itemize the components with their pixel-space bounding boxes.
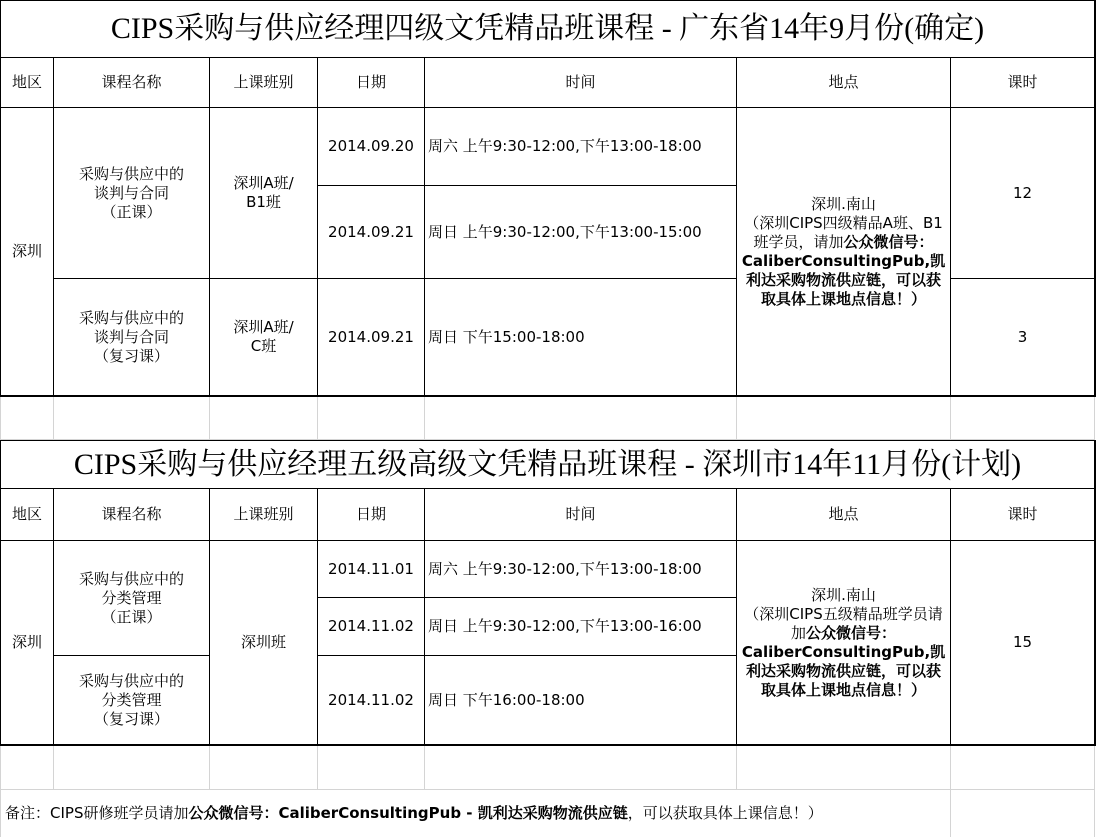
empty-cell — [951, 790, 1095, 837]
course-table-level5 — [0, 440, 1096, 746]
course-name-cell: 采购与供应中的 分类管理 （正课） — [54, 541, 210, 656]
header-hours: 课时 — [951, 489, 1095, 541]
location-note-bold: 公众微信号：CaliberConsultingPub,凯利达采购物流供应链，可以获取具体上课地点信息！） — [741, 623, 946, 699]
time-cell: 周六 上午9:30-12:00,下午13:00-18:00 — [425, 541, 737, 598]
header-course: 课程名称 — [54, 489, 210, 541]
course-name-cell: 采购与供应中的 分类管理 （复习课） — [54, 656, 210, 745]
footer-note-suffix: ，可以获取具体上课信息！） — [627, 804, 823, 822]
header-region: 地区 — [1, 489, 54, 541]
empty-cell — [737, 397, 951, 440]
time-cell: 周日 上午9:30-12:00,下午13:00-15:00 — [425, 186, 737, 279]
time-cell: 周日 下午16:00-18:00 — [425, 656, 737, 745]
empty-cell — [1, 746, 54, 790]
header-course: 课程名称 — [54, 58, 210, 108]
location-note — [740, 605, 947, 700]
date-cell: 2014.09.21 — [318, 279, 425, 396]
hours-cell: 12 — [951, 108, 1095, 279]
empty-row — [0, 397, 1095, 440]
class-cell: 深圳班 — [210, 541, 318, 745]
table-title: CIPS采购与供应经理四级文凭精品班课程 - 广东省14年9月份(确定) — [1, 1, 1095, 58]
header-hours: 课时 — [951, 58, 1095, 108]
class-cell: 深圳A班/ B1班 — [210, 108, 318, 279]
empty-cell — [425, 746, 737, 790]
location-cell — [737, 108, 951, 396]
header-location: 地点 — [737, 58, 951, 108]
location-cell — [737, 541, 951, 745]
footer-note — [1, 790, 951, 837]
empty-cell — [951, 397, 1095, 440]
course-table-level4 — [0, 0, 1096, 397]
location-note — [740, 214, 947, 309]
location-note-text: （深圳CIPS五级精品班学员请加 — [744, 604, 943, 642]
empty-cell — [737, 746, 951, 790]
date-cell: 2014.11.02 — [318, 598, 425, 656]
empty-cell — [210, 746, 318, 790]
footer-note-bold: 公众微信号：CaliberConsultingPub - 凯利达采购物流供应链 — [188, 804, 628, 822]
location-note-bold: 公众微信号：CaliberConsultingPub,凯利达采购物流供应链，可以获取具体上课地点信息！） — [741, 232, 946, 308]
empty-cell — [1, 397, 54, 440]
empty-cell — [951, 746, 1095, 790]
table-title: CIPS采购与供应经理五级高级文凭精品班课程 - 深圳市14年11月份(计划) — [1, 441, 1095, 489]
header-time: 时间 — [425, 58, 737, 108]
course-name-cell: 采购与供应中的 谈判与合同 （正课） — [54, 108, 210, 279]
hours-cell: 15 — [951, 541, 1095, 745]
header-class: 上课班别 — [210, 489, 318, 541]
time-cell: 周日 上午9:30-12:00,下午13:00-16:00 — [425, 598, 737, 656]
empty-cell — [54, 397, 210, 440]
empty-cell — [318, 397, 425, 440]
header-location: 地点 — [737, 489, 951, 541]
empty-cell — [318, 746, 425, 790]
date-cell: 2014.11.01 — [318, 541, 425, 598]
footer-note-prefix: 备注：CIPS研修班学员请加 — [5, 804, 189, 822]
empty-cell — [54, 746, 210, 790]
header-date: 日期 — [318, 489, 425, 541]
location-place: 深圳.南山 — [811, 194, 876, 213]
time-cell: 周六 上午9:30-12:00,下午13:00-18:00 — [425, 108, 737, 186]
class-cell: 深圳A班/ C班 — [210, 279, 318, 396]
location-text — [740, 195, 947, 309]
empty-cell — [425, 397, 737, 440]
region-cell: 深圳 — [1, 541, 54, 745]
region-cell: 深圳 — [1, 108, 54, 396]
date-cell: 2014.09.20 — [318, 108, 425, 186]
course-name-cell: 采购与供应中的 谈判与合同 （复习课） — [54, 279, 210, 396]
hours-cell: 3 — [951, 279, 1095, 396]
header-class: 上课班别 — [210, 58, 318, 108]
location-text — [740, 586, 947, 700]
footer-row — [0, 790, 1095, 837]
header-time: 时间 — [425, 489, 737, 541]
date-cell: 2014.11.02 — [318, 656, 425, 745]
location-place: 深圳.南山 — [811, 585, 876, 604]
date-cell: 2014.09.21 — [318, 186, 425, 279]
empty-row — [0, 746, 1095, 790]
time-cell: 周日 下午15:00-18:00 — [425, 279, 737, 396]
header-date: 日期 — [318, 58, 425, 108]
header-region: 地区 — [1, 58, 54, 108]
location-note-text: （深圳CIPS四级精品A班、B1班学员，请加 — [744, 213, 943, 251]
empty-cell — [210, 397, 318, 440]
